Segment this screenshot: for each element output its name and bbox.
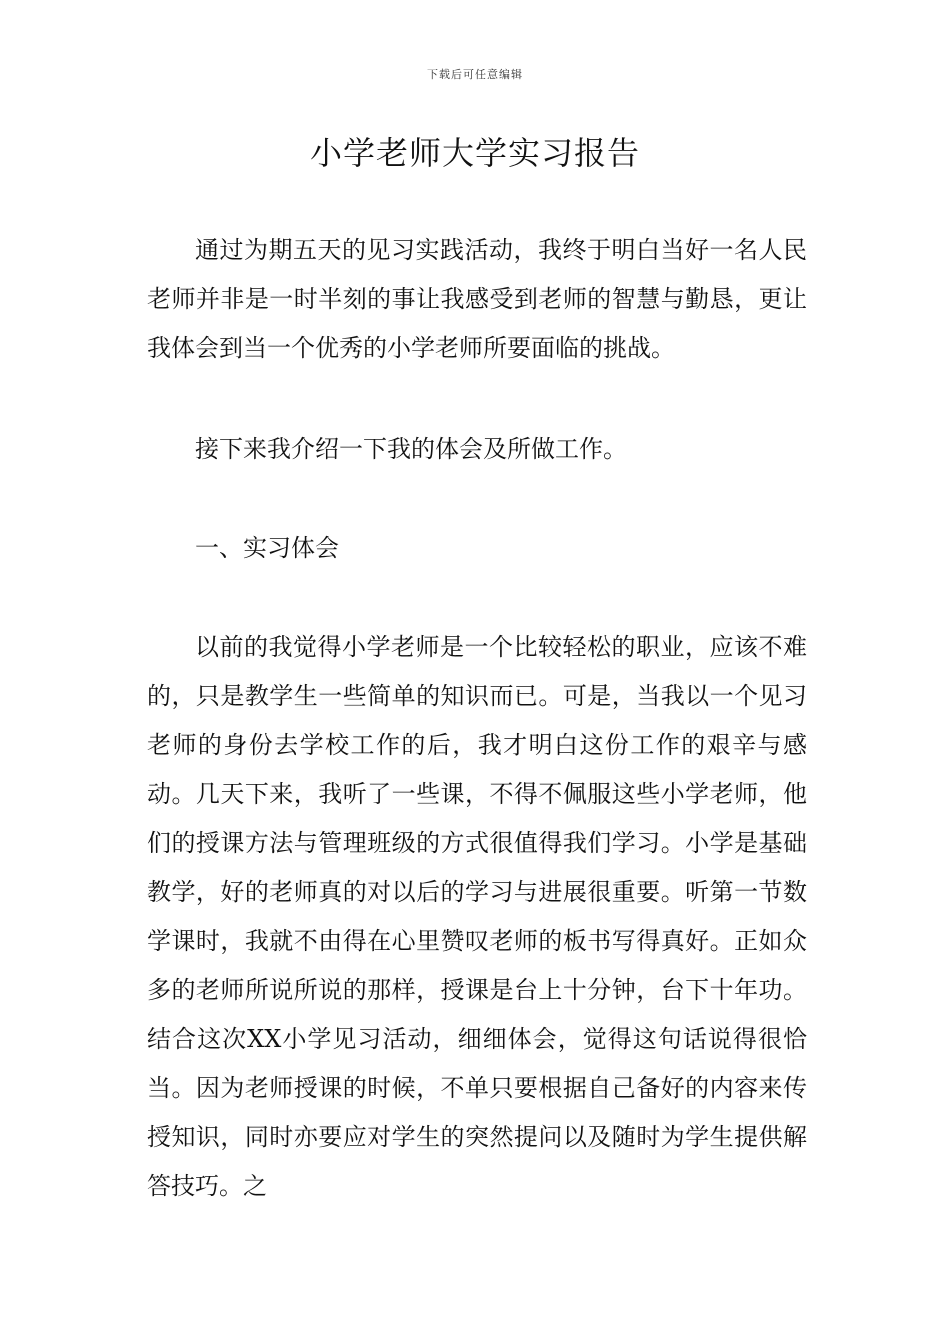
header-note: 下载后可任意编辑: [427, 68, 523, 81]
section-heading-internship-experience: 一、实习体会: [195, 534, 339, 562]
paragraph-experience-body: 以前的我觉得小学老师是一个比较轻松的职业，应该不难的，只是教学生一些简单的知识而已。可是，当我以一个见习老师的身份去学校工作的后，我才明白这份工作的艰辛与感动。几天下来，我听了一些课，不得不佩服这些小学老师，他们的授课方法与管理班级的方式很值得我们学习。小学是基础教学，好的老师真的对以后的学习与进展很重要。听第一节数学课时，我就不由得在心里赞叹老师的板书写得真好。正如众多的老师所说所说的那样，授课是台上十分钟，台下十年功。结合这次XX小学见习活动，细细体会，觉得这句话说得很恰当。因为老师授课的时候，不单只要根据自己备好的内容来传授知识，同时亦要应对学生的突然提问以及随时为学生提供解答技巧。之: [147, 633, 807, 1200]
document-title: 小学老师大学实习报告: [309, 134, 640, 172]
paragraph-transition: 接下来我介绍一下我的体会及所做工作。: [195, 435, 627, 463]
paragraph-intro: 通过为期五天的见习实践活动，我终于明白当好一名人民老师并非是一时半刻的事让我感受到老师的智慧与勤恳，更让我体会到当一个优秀的小学老师所要面临的挑战。: [147, 236, 807, 362]
